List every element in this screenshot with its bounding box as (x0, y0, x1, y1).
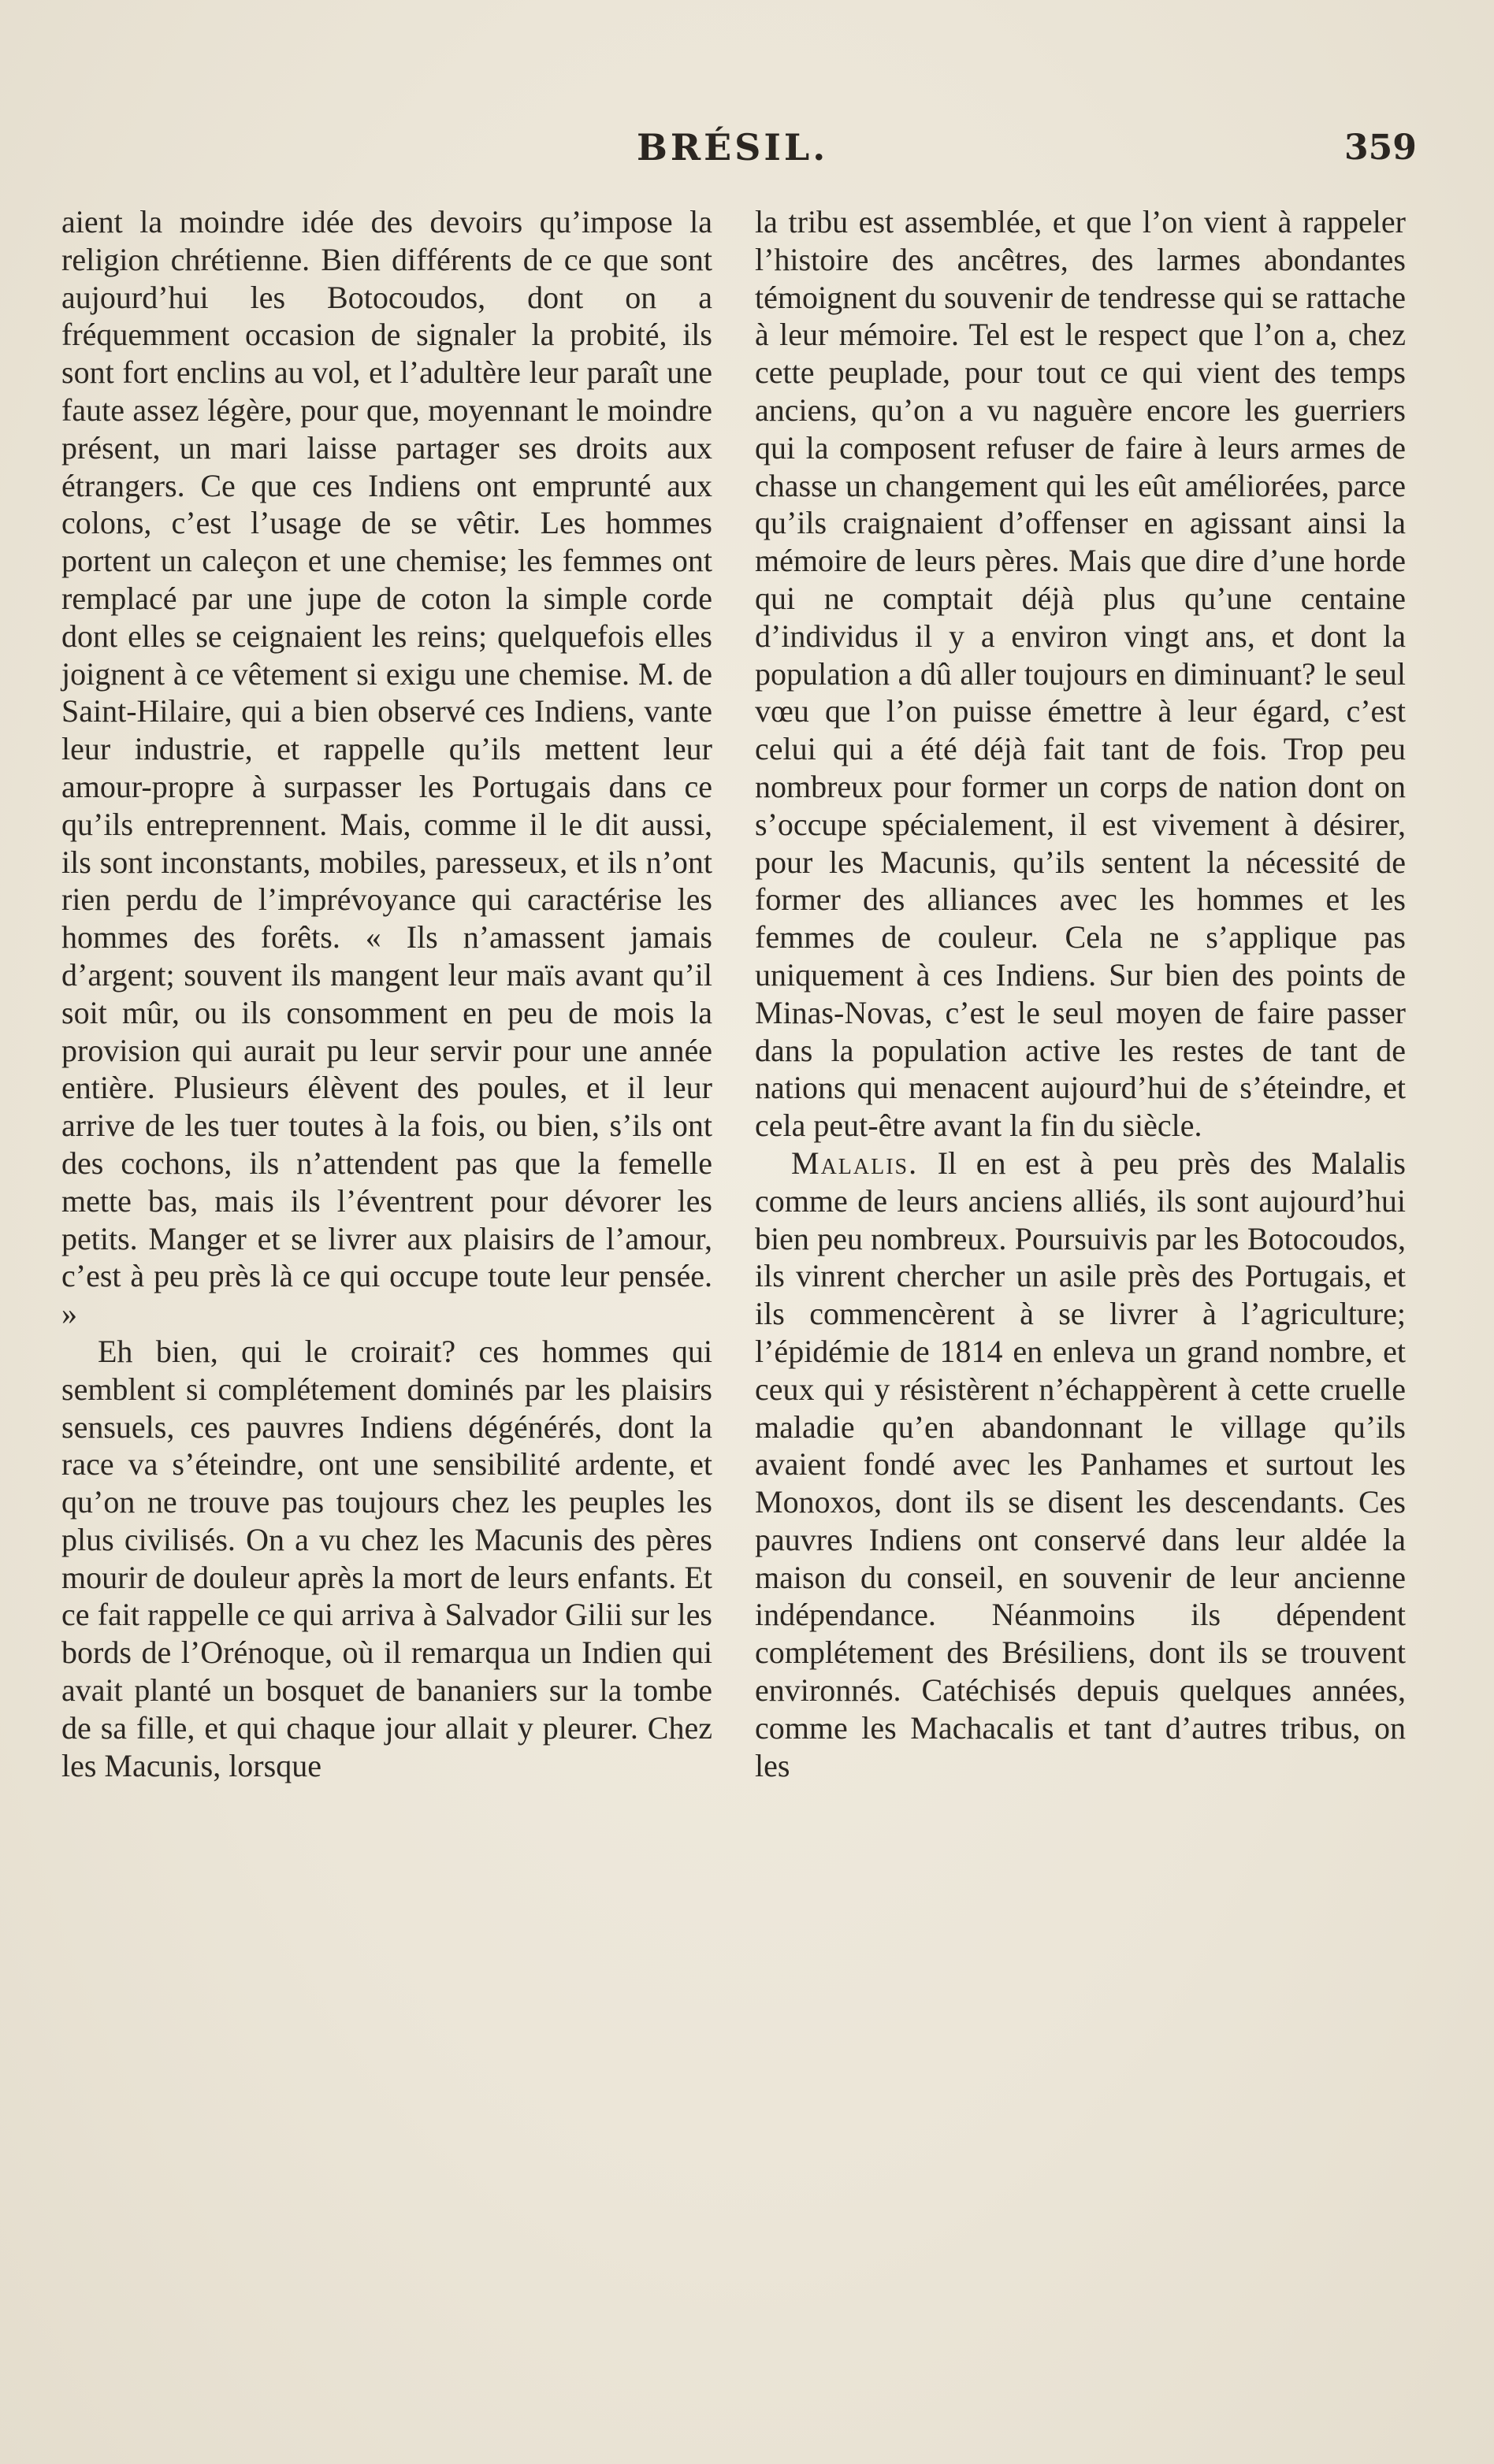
running-title: BRÉSIL. (637, 126, 829, 169)
left-paragraph-1: aient la moindre idée des devoirs qu’impose la religion chrétienne. Bien différents de ce que sont aujourd’hui les Botocoudos, dont on a fréquemment occasion de signaler la probité, ils sont fort enclins au vol, et l’adultère leur paraît une faute assez légère, pour que, moyennant le moindre présent, un mari laisse partager ses droits aux étrangers. Ce que ces Indiens ont emprunté aux colons, c’est l’usage de se vêtir. Les hommes portent un caleçon et une chemise; les femmes ont remplacé par une jupe de coton la simple corde dont elles se ceignaient les reins; quelquefois elles joignent à ce vêtement si exigu une chemise. M. de Saint-Hilaire, qui a bien observé ces Indiens, vante leur industrie, et rappelle qu’ils mettent leur amour-propre à surpasser les Portugais dans ce qu’ils entreprennent. Mais, comme il le dit aussi, ils sont inconstants, mobiles, paresseux, et ils n’ont rien perdu de l’imprévoyance qui caractérise les hommes des forêts. « Ils n’amassent jamais d’argent; souvent ils mangent leur maïs avant qu’il soit mûr, ou ils consomment en peu de mois la provision qui aurait pu leur servir pour une année entière. Plusieurs élèvent des poules, et il leur arrive de les tuer toutes à la fois, ou bien, s’ils ont des cochons, ils n’attendent pas que la femelle mette bas, mais ils l’éventrent pour dévorer les petits. Manger et se livrer aux plaisirs de l’amour, c’est à peu près là ce qui occupe toute leur pensée. » (61, 204, 712, 1332)
page-number: 359 (1344, 128, 1417, 168)
right-paragraph-2-text: Il en est à peu près des Malalis comme de leurs anciens alliés, ils sont aujourd’hui bien peu nombreux. Poursuivis par les Botocoudos, ils vinrent chercher un asile près des Portugais, et ils commencèrent à se livrer à l’agriculture; l’épidémie de 1814 en enleva un grand nombre, et ceux qui y résistèrent n’échappèrent à cette cruelle maladie qu’en abandonnant le village qu’ils avaient fondé avec les Panhames et surtout les Monoxos, dont ils se disent les descendants. Ces pauvres Indiens ont conservé dans leur aldée la maison du conseil, en souvenir de leur ancienne indépendance. Néanmoins ils dépendent complétement des Brésiliens, dont ils se trouvent environnés. Catéchisés depuis quelques années, comme les Machacalis et tant d’autres tribus, on les (755, 1145, 1406, 1783)
left-paragraph-2: Eh bien, qui le croirait? ces hommes qui semblent si complétement dominés par les plaisirs sensuels, ces pauvres Indiens dégénérés, dont la race va s’éteindre, ont une sensibilité ardente, et qu’on ne trouve pas toujours chez les peuples les plus civilisés. On a vu chez les Macunis des pères mourir de douleur après la mort de leurs enfants. Et ce fait rappelle ce qui arriva à Salvador Gilii sur les bords de l’Orénoque, où il remarqua un Indien qui avait planté un bosquet de bananiers sur la tombe de sa fille, et qui chaque jour allait y pleurer. Chez les Macunis, lorsque (61, 1333, 712, 1783)
right-paragraph-1: la tribu est assemblée, et que l’on vient à rappeler l’histoire des ancêtres, des larmes abondantes témoignent du souvenir de tendresse qui se rattache à leur mémoire. Tel est le respect que l’on a, chez cette peuplade, pour tout ce qui vient des temps anciens, qu’on a vu naguère encore les guerriers qui la composent refuser de faire à leurs armes de chasse un changement qui les eût améliorées, parce qu’ils craignaient d’offenser en agissant ainsi la mémoire de leurs pères. Mais que dire d’une horde qui ne comptait déjà plus qu’une centaine d’individus il y a environ vingt ans, et dont la population a dû aller toujours en diminuant? le seul vœu que l’on puisse émettre à leur égard, c’est celui qui a été déjà fait tant de fois. Trop peu nombreux pour former un corps de nation dont on s’occupe spécialement, il est vivement à désirer, pour les Macunis, qu’ils sentent la nécessité de former des alliances avec les hommes et les femmes de couleur. Cela ne s’applique pas uniquement à ces Indiens. Sur bien des points de Minas-Novas, c’est le seul moyen de faire passer dans la population active les restes de tant de nations qui menacent aujourd’hui de s’éteindre, et cela peut-être avant la fin du siècle. (755, 204, 1406, 1144)
right-paragraph-2 (755, 1145, 1406, 1785)
right-column (755, 203, 1406, 1784)
left-column (61, 203, 712, 1784)
running-head (0, 126, 1494, 173)
section-lead-malalis: Malalis. (791, 1145, 919, 1181)
